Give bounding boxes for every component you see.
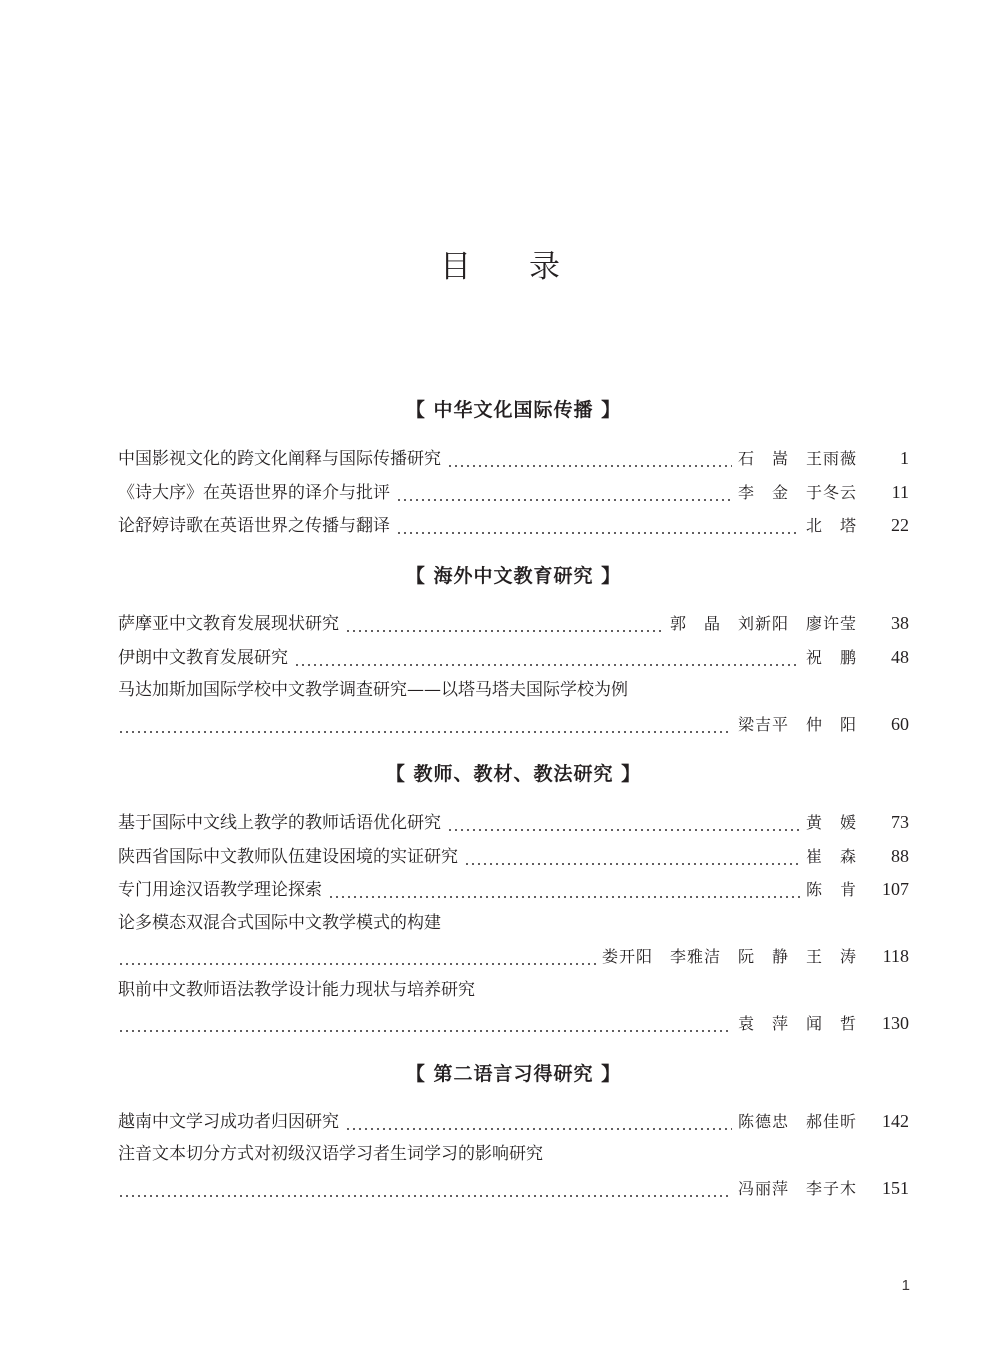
entry-page-number: 38 (891, 613, 909, 633)
entry-title[interactable]: 论多模态双混合式国际中文教学模式的构建 (118, 913, 441, 933)
entry-authors: 李 金 于冬云 (737, 483, 857, 502)
entry-title: 伊朗中文教育发展研究 (118, 648, 288, 668)
section-heading: 【 海外中文教育研究 】 (405, 565, 622, 587)
dot-leader (396, 521, 800, 535)
dot-leader (345, 1117, 732, 1131)
dot-leader (464, 852, 800, 866)
dot-leader (118, 720, 732, 734)
dot-leader (447, 818, 800, 832)
entry-page-number: 60 (891, 714, 909, 734)
section-heading: 【 第二语言习得研究 】 (405, 1063, 622, 1085)
toc-entry[interactable] (118, 512, 909, 538)
entry-title[interactable]: 职前中文教师语法教学设计能力现状与培养研究 (118, 980, 475, 1000)
toc-entry[interactable] (118, 479, 909, 505)
entry-authors: 崔 森 (805, 847, 857, 866)
entry-authors: 黄 媛 (805, 813, 857, 832)
dot-leader (118, 952, 596, 966)
toc-entry[interactable] (118, 1108, 909, 1134)
entry-page-number: 151 (882, 1178, 909, 1198)
entry-authors: 冯丽萍 李子木 (737, 1179, 857, 1198)
entry-page-number: 130 (882, 1013, 909, 1033)
entry-title: 专门用途汉语教学理论探索 (118, 880, 322, 900)
entry-title: 基于国际中文线上教学的教师话语优化研究 (118, 813, 441, 833)
toc-entry[interactable] (118, 809, 909, 835)
section-heading: 【 中华文化国际传播 】 (405, 399, 622, 421)
entry-title: 萨摩亚中文教育发展现状研究 (118, 614, 339, 634)
dot-leader (396, 488, 732, 502)
entry-page-number: 48 (891, 647, 909, 667)
toc-entry[interactable] (118, 610, 909, 636)
entry-title[interactable]: 马达加斯加国际学校中文教学调查研究——以塔马塔夫国际学校为例 (118, 680, 628, 700)
entry-page-number: 1 (900, 448, 909, 468)
entry-page-number: 88 (891, 846, 909, 866)
toc-entry-continuation[interactable] (118, 1175, 909, 1201)
entry-authors: 石 嵩 王雨薇 (737, 449, 857, 468)
page-number: 1 (901, 1277, 910, 1294)
page-title: 目录 (440, 249, 618, 285)
entry-title: 中国影视文化的跨文化阐释与国际传播研究 (118, 449, 441, 469)
entry-authors: 陈 肯 (805, 880, 857, 899)
entry-authors: 郭 晶 刘新阳 廖许莹 (669, 614, 857, 633)
toc-entry-continuation[interactable] (118, 711, 909, 737)
entry-authors: 北 塔 (805, 516, 857, 535)
dot-leader (345, 619, 664, 633)
toc-entry[interactable] (118, 876, 909, 902)
entry-authors: 祝 鹏 (805, 648, 857, 667)
entry-authors: 陈德忠 郝佳昕 (737, 1112, 857, 1131)
entry-title: 陕西省国际中文教师队伍建设困境的实证研究 (118, 847, 458, 867)
entry-page-number: 22 (891, 515, 909, 535)
entry-title: 越南中文学习成功者归因研究 (118, 1112, 339, 1132)
toc-entry-continuation[interactable] (118, 1010, 909, 1036)
entry-page-number: 107 (882, 879, 909, 899)
toc-entry[interactable] (118, 445, 909, 471)
entry-title[interactable]: 注音文本切分方式对初级汉语学习者生词学习的影响研究 (118, 1144, 543, 1164)
entry-page-number: 73 (891, 812, 909, 832)
entry-page-number: 11 (891, 482, 909, 502)
entry-page-number: 118 (882, 946, 909, 966)
dot-leader (118, 1019, 732, 1033)
entry-title: 论舒婷诗歌在英语世界之传播与翻译 (118, 516, 390, 536)
entry-authors: 袁 萍 闻 哲 (737, 1014, 857, 1033)
entry-authors: 娄开阳 李雅洁 阮 静 王 涛 (601, 947, 857, 966)
dot-leader (328, 885, 800, 899)
toc-entry[interactable] (118, 843, 909, 869)
entry-title: 《诗大序》在英语世界的译介与批评 (118, 483, 390, 503)
entry-page-number: 142 (882, 1111, 909, 1131)
dot-leader (118, 1184, 732, 1198)
toc-entry-continuation[interactable] (118, 943, 909, 969)
entry-authors: 梁吉平 仲 阳 (737, 715, 857, 734)
section-heading: 【 教师、教材、教法研究 】 (385, 763, 642, 785)
toc-entry[interactable] (118, 644, 909, 670)
dot-leader (447, 454, 732, 468)
dot-leader (294, 653, 800, 667)
